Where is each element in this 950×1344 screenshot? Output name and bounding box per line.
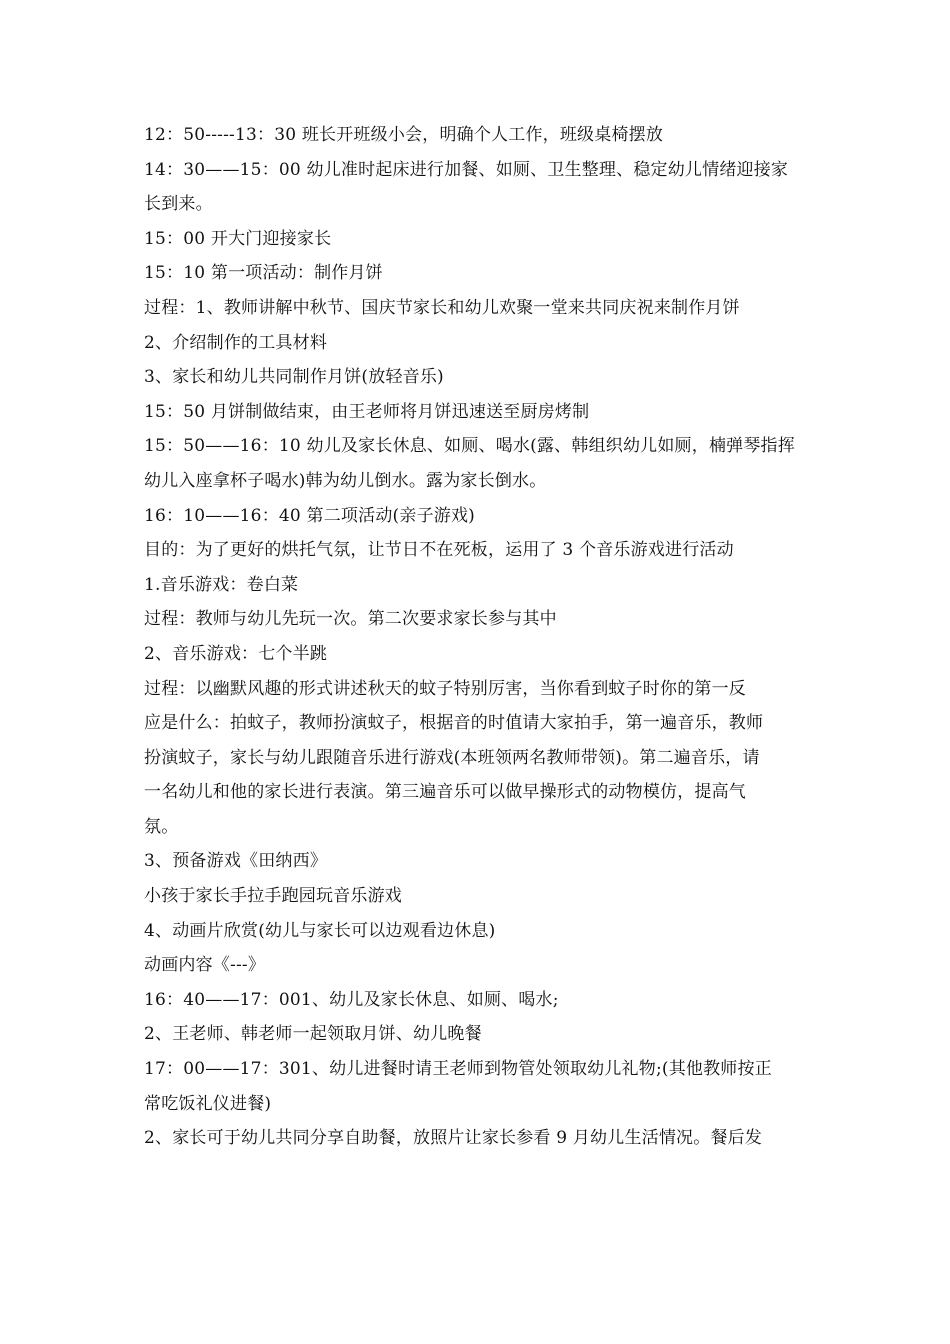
text-line: 2、音乐游戏：七个半跳 — [144, 643, 328, 664]
text-line: 目的：为了更好的烘托气氛，让节日不在死板，运用了 3 个音乐游戏进行活动 — [144, 540, 734, 561]
text-line: 15：50——16：10 幼儿及家长休息、如厕、喝水(露、韩组织幼儿如厕，楠弹琴指挥 — [144, 436, 795, 457]
text-line: 过程：1、教师讲解中秋节、国庆节家长和幼儿欢聚一堂来共同庆祝来制作月饼 — [144, 297, 740, 318]
document-body — [144, 118, 808, 1156]
text-line: 2、介绍制作的工具材料 — [144, 332, 328, 353]
text-line: 17：00——17：301、幼儿进餐时请王老师到物管处领取幼儿礼物;(其他教师按正 — [144, 1059, 772, 1080]
text-line: 16：40——17：001、幼儿及家长休息、如厕、喝水; — [144, 989, 559, 1010]
text-line: 16：10——16：40 第二项活动(亲子游戏) — [144, 505, 475, 526]
text-line: 应是什么：拍蚊子，教师扮演蚊子，根据音的时值请大家拍手，第一遍音乐，教师 — [144, 713, 764, 734]
text-line: 15：50 月饼制做结束，由王老师将月饼迅速送至厨房烤制 — [144, 401, 590, 422]
text-line: 过程：以幽默风趣的形式讲述秋天的蚊子特别厉害，当你看到蚊子时你的第一反 — [144, 678, 746, 699]
text-line: 1.音乐游戏：卷白菜 — [144, 574, 299, 595]
text-line: 幼儿入座拿杯子喝水)韩为幼儿倒水。露为家长倒水。 — [144, 470, 547, 491]
text-line: 15：10 第一项活动：制作月饼 — [144, 263, 383, 284]
text-line: 过程：教师与幼儿先玩一次。第二次要求家长参与其中 — [144, 609, 557, 630]
text-line: 常吃饭礼仪进餐) — [144, 1093, 272, 1114]
text-line: 15：00 开大门迎接家长 — [144, 228, 332, 249]
text-line: 3、预备游戏《田纳西》 — [144, 851, 328, 872]
text-line: 小孩于家长手拉手跑园玩音乐游戏 — [144, 886, 402, 907]
text-line: 氛。 — [144, 816, 179, 837]
text-line: 2、家长可于幼儿共同分享自助餐，放照片让家长参看 9 月幼儿生活情况。餐后发 — [144, 1128, 763, 1149]
text-line: 一名幼儿和他的家长进行表演。第三遍音乐可以做早操形式的动物模仿，提高气 — [144, 782, 746, 803]
text-line: 4、动画片欣赏(幼儿与家长可以边观看边休息) — [144, 920, 496, 941]
text-line: 14：30——15：00 幼儿准时起床进行加餐、如厕、卫生整理、稳定幼儿情绪迎接家 — [144, 159, 789, 180]
text-line: 长到来。 — [144, 194, 213, 215]
text-line: 12：50-----13：30 班长开班级小会，明确个人工作，班级桌椅摆放 — [144, 125, 664, 145]
text-line: 2、王老师、韩老师一起领取月饼、幼儿晚餐 — [144, 1024, 482, 1045]
text-line: 扮演蚊子，家长与幼儿跟随音乐进行游戏(本班领两名教师带领)。第二遍音乐，请 — [144, 747, 760, 768]
text-line: 动画内容《---》 — [144, 955, 266, 976]
text-line: 3、家长和幼儿共同制作月饼(放轻音乐) — [144, 367, 444, 388]
